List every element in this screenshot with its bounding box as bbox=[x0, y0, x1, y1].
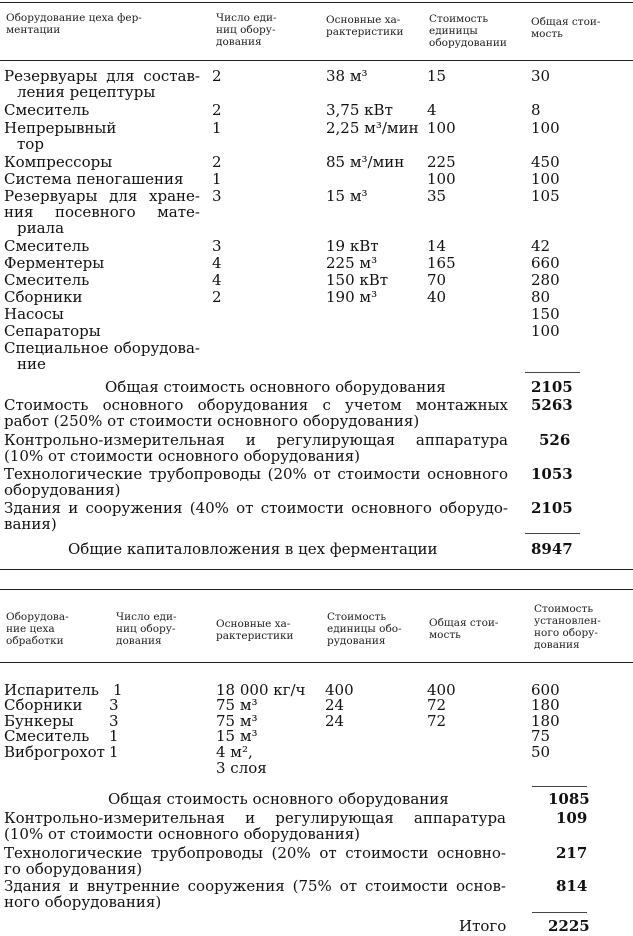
table2-row-installed-cost: 75 bbox=[531, 727, 551, 745]
table2-row-installed-cost: 600 bbox=[531, 681, 560, 699]
table1-row-total-cost: 42 bbox=[531, 237, 551, 255]
table1-row-characteristic: 225 м³ bbox=[326, 254, 378, 272]
table2-total-label: Итого bbox=[459, 917, 507, 935]
table2-header-installed-cost: ного обору- bbox=[534, 627, 598, 639]
table2-summary-label: (10% от стоимости основного оборудования) bbox=[4, 825, 361, 843]
table1-row-unit-cost: 15 bbox=[427, 67, 447, 85]
table2-header-installed-cost: дования bbox=[534, 639, 580, 651]
table1-row-name: Насосы bbox=[4, 305, 64, 323]
table1-summary-label: работ (250% от стоимости основного оборудования) bbox=[4, 412, 420, 430]
table1-row-total-cost: 660 bbox=[531, 254, 560, 272]
table2-row-count: 1 bbox=[109, 727, 119, 745]
table1-header-count: ниц обору- bbox=[216, 24, 276, 36]
table2-summary-value: 217 bbox=[556, 844, 588, 862]
table2-header-equipment: Оборудова- bbox=[6, 611, 69, 623]
table2-row-installed-cost: 180 bbox=[531, 696, 560, 714]
table1-row-total-cost: 100 bbox=[531, 170, 560, 188]
table2-row-characteristic: 4 м², bbox=[216, 743, 253, 761]
table2-row-installed-cost: 50 bbox=[531, 743, 551, 761]
table1-summary-value: 2105 bbox=[531, 499, 573, 517]
table1-row-name: ления рецептуры bbox=[17, 83, 156, 101]
table1-summary-value: 5263 bbox=[531, 396, 573, 414]
table1-row-name: Система пеногашения bbox=[4, 170, 184, 188]
table2-row-unit-cost: 24 bbox=[325, 696, 345, 714]
table1-row-name: тор bbox=[17, 135, 44, 153]
table2-header-total-cost: Общая стои- bbox=[429, 617, 499, 629]
table2-summary-value: 814 bbox=[556, 877, 588, 895]
table2-row-unit-cost: 400 bbox=[325, 681, 354, 699]
table1-header-equipment: ментации bbox=[6, 24, 61, 36]
table1-header-unit-cost: оборудовании bbox=[429, 37, 507, 49]
table1-summary-label: Стоимость основного оборудования с учетом монтажных bbox=[4, 397, 508, 413]
table1-row-unit-cost: 100 bbox=[427, 170, 456, 188]
table1-row-total-cost: 450 bbox=[531, 153, 560, 171]
table1-row-characteristic: 150 кВт bbox=[326, 271, 389, 289]
table1-row-total-cost: 8 bbox=[531, 101, 541, 119]
table2-row-characteristic: 75 м³ bbox=[216, 696, 258, 714]
table2-header-count: Число еди- bbox=[116, 611, 177, 623]
table1-header-characteristics: Основные ха- bbox=[326, 14, 401, 26]
table1-row-unit-cost: 14 bbox=[427, 237, 447, 255]
table1-row-total-cost: 105 bbox=[531, 187, 560, 205]
table1-summary-value: 526 bbox=[539, 431, 571, 449]
table1-header-count: дования bbox=[216, 36, 262, 48]
table2-row-name: Смеситель bbox=[4, 727, 90, 745]
table2-header-characteristics: Основные ха- bbox=[216, 618, 291, 630]
table2-row-count: 1 bbox=[113, 681, 123, 699]
table2-row-name: Бункеры bbox=[4, 712, 74, 730]
table2-header-unit-cost: рудования bbox=[327, 635, 386, 647]
table2-header-characteristics: рактеристики bbox=[216, 630, 294, 642]
table1-summary-label: вания) bbox=[4, 515, 57, 533]
table2-top-rule bbox=[0, 589, 633, 590]
table1-header-total-cost: мость bbox=[531, 28, 563, 40]
table1-header-unit-cost: единицы bbox=[429, 25, 478, 37]
table2-row-total-cost: 72 bbox=[427, 696, 447, 714]
table2-row-total-cost: 72 bbox=[427, 712, 447, 730]
table1-row-name: Резервуары для хране- bbox=[4, 188, 200, 204]
table2-header-count: дования bbox=[116, 635, 162, 647]
table1-row-total-cost: 100 bbox=[531, 119, 560, 137]
table1-row-count: 3 bbox=[212, 237, 222, 255]
table1-row-count: 1 bbox=[212, 119, 222, 137]
table1-header-unit-cost: Стоимость bbox=[429, 13, 489, 25]
table1-row-count: 4 bbox=[212, 271, 222, 289]
table2-row-characteristic: 3 слоя bbox=[216, 759, 267, 777]
table2-total-value: 2225 bbox=[548, 917, 590, 935]
table2-header-installed-cost: Стоимость bbox=[534, 603, 594, 615]
table1-row-total-cost: 80 bbox=[531, 288, 551, 306]
table1-row-unit-cost: 100 bbox=[427, 119, 456, 137]
table2-row-name: Сборники bbox=[4, 696, 83, 714]
table1-row-name: Смеситель bbox=[4, 237, 90, 255]
table1-row-name: Непрерывный bbox=[4, 120, 117, 136]
table1-row-unit-cost: 40 bbox=[427, 288, 447, 306]
table2-row-count: 3 bbox=[109, 696, 119, 714]
table1-row-count: 2 bbox=[212, 288, 222, 306]
table2-header-equipment: ние цеха bbox=[6, 623, 55, 635]
table2-summary-value: 109 bbox=[556, 809, 588, 827]
table1-row-name: риала bbox=[17, 219, 65, 237]
table1-header-count: Число еди- bbox=[216, 12, 277, 24]
table1-row-count: 3 bbox=[212, 187, 222, 205]
table1-row-name: Ферментеры bbox=[4, 254, 105, 272]
table2-row-unit-cost: 24 bbox=[325, 712, 345, 730]
table2-summary-label: ного оборудования) bbox=[4, 893, 162, 911]
table1-row-unit-cost: 70 bbox=[427, 271, 447, 289]
table1-row-name: Резервуары для состав- bbox=[4, 68, 200, 84]
table2-row-characteristic: 18 000 кг/ч bbox=[216, 681, 306, 699]
table1-row-count: 2 bbox=[212, 101, 222, 119]
table1-row-characteristic: 2,25 м³/мин bbox=[326, 119, 419, 137]
table2-header-total-cost: мость bbox=[429, 629, 461, 641]
table1-row-name: Специальное оборудова- bbox=[4, 340, 200, 356]
table1-row-name: Сборники bbox=[4, 288, 83, 306]
table1-row-characteristic: 19 кВт bbox=[326, 237, 379, 255]
table2-header-unit-cost: единицы обо- bbox=[327, 623, 402, 635]
table2-row-count: 3 bbox=[109, 712, 119, 730]
table1-row-name: ния посевного мате- bbox=[4, 204, 200, 220]
table1-summary-label: Общие капиталовложения в цех ферментации bbox=[68, 540, 438, 558]
table1-row-count: 1 bbox=[212, 170, 222, 188]
table1-summary-label: (10% от стоимости основного оборудования) bbox=[4, 447, 361, 465]
table1-row-total-cost: 150 bbox=[531, 305, 560, 323]
table2-total-rule bbox=[532, 912, 587, 913]
table1-subtotal-rule bbox=[525, 372, 580, 373]
table1-top-rule bbox=[0, 2, 633, 3]
table1-header-rule bbox=[0, 60, 633, 61]
table2-summary-label: Здания и внутренние сооружения (75% от стоимости основ- bbox=[4, 878, 506, 894]
table2-row-count: 1 bbox=[109, 743, 119, 761]
table1-row-name: Сепараторы bbox=[4, 322, 101, 340]
table1-row-count: 2 bbox=[212, 153, 222, 171]
table2-summary-label: Технологические трубопроводы (20% от стоимости основно- bbox=[4, 845, 506, 861]
table1-row-count: 4 bbox=[212, 254, 222, 272]
table1-row-unit-cost: 165 bbox=[427, 254, 456, 272]
table1-row-characteristic: 15 м³ bbox=[326, 187, 368, 205]
table1-summary-label: Контрольно-измерительная и регулирующая аппаратура bbox=[4, 432, 508, 448]
table2-row-name: Виброгрохот bbox=[4, 743, 105, 761]
table1-header-equipment: Оборудование цеха фер- bbox=[6, 12, 142, 24]
table1-row-characteristic: 3,75 кВт bbox=[326, 101, 393, 119]
table2-summary-value: 1085 bbox=[548, 790, 590, 808]
table1-capital-rule bbox=[525, 533, 580, 534]
table2-summary-label: Общая стоимость основного оборудования bbox=[108, 790, 449, 808]
table1-row-unit-cost: 35 bbox=[427, 187, 447, 205]
table1-row-name: Компрессоры bbox=[4, 153, 113, 171]
table1-row-name: ние bbox=[17, 355, 46, 373]
table1-row-characteristic: 38 м³ bbox=[326, 67, 368, 85]
table1-row-total-cost: 280 bbox=[531, 271, 560, 289]
table1-row-unit-cost: 4 bbox=[427, 101, 437, 119]
table1-summary-value: 2105 bbox=[531, 378, 573, 396]
table1-summary-label: Общая стоимость основного оборудования bbox=[105, 378, 446, 396]
table1-row-name: Смеситель bbox=[4, 101, 90, 119]
table1-summary-value: 8947 bbox=[531, 540, 573, 558]
table2-row-total-cost: 400 bbox=[427, 681, 456, 699]
table2-row-name: Испаритель bbox=[4, 681, 99, 699]
table2-summary-label: го оборудования) bbox=[4, 860, 143, 878]
table2-row-characteristic: 75 м³ bbox=[216, 712, 258, 730]
table2-header-equipment: обработки bbox=[6, 635, 64, 647]
table1-header-total-cost: Общая стои- bbox=[531, 16, 601, 28]
table1-row-count: 2 bbox=[212, 67, 222, 85]
table1-row-unit-cost: 225 bbox=[427, 153, 456, 171]
table1-summary-label: Здания и сооружения (40% от стоимости основного оборудо- bbox=[4, 500, 508, 516]
table1-row-total-cost: 30 bbox=[531, 67, 551, 85]
table1-row-name: Смеситель bbox=[4, 271, 90, 289]
table2-row-installed-cost: 180 bbox=[531, 712, 560, 730]
table1-summary-label: оборудования) bbox=[4, 481, 121, 499]
table1-row-total-cost: 100 bbox=[531, 322, 560, 340]
table2-subtotal-rule bbox=[532, 786, 587, 787]
table1-row-characteristic: 190 м³ bbox=[326, 288, 378, 306]
table2-header-unit-cost: Стоимость bbox=[327, 611, 387, 623]
table1-header-characteristics: рактеристики bbox=[326, 26, 404, 38]
table2-summary-label: Контрольно-измерительная и регулирующая аппаратура bbox=[4, 810, 506, 826]
table1-summary-label: Технологические трубопроводы (20% от стоимости основного bbox=[4, 466, 508, 482]
table2-header-installed-cost: установлен- bbox=[534, 615, 601, 627]
table1-row-characteristic: 85 м³/мин bbox=[326, 153, 405, 171]
table2-header-count: ниц обору- bbox=[116, 623, 176, 635]
table1-summary-value: 1053 bbox=[531, 465, 573, 483]
table2-row-characteristic: 15 м³ bbox=[216, 727, 258, 745]
table2-header-rule bbox=[0, 662, 633, 663]
table1-bottom-rule bbox=[0, 569, 633, 570]
